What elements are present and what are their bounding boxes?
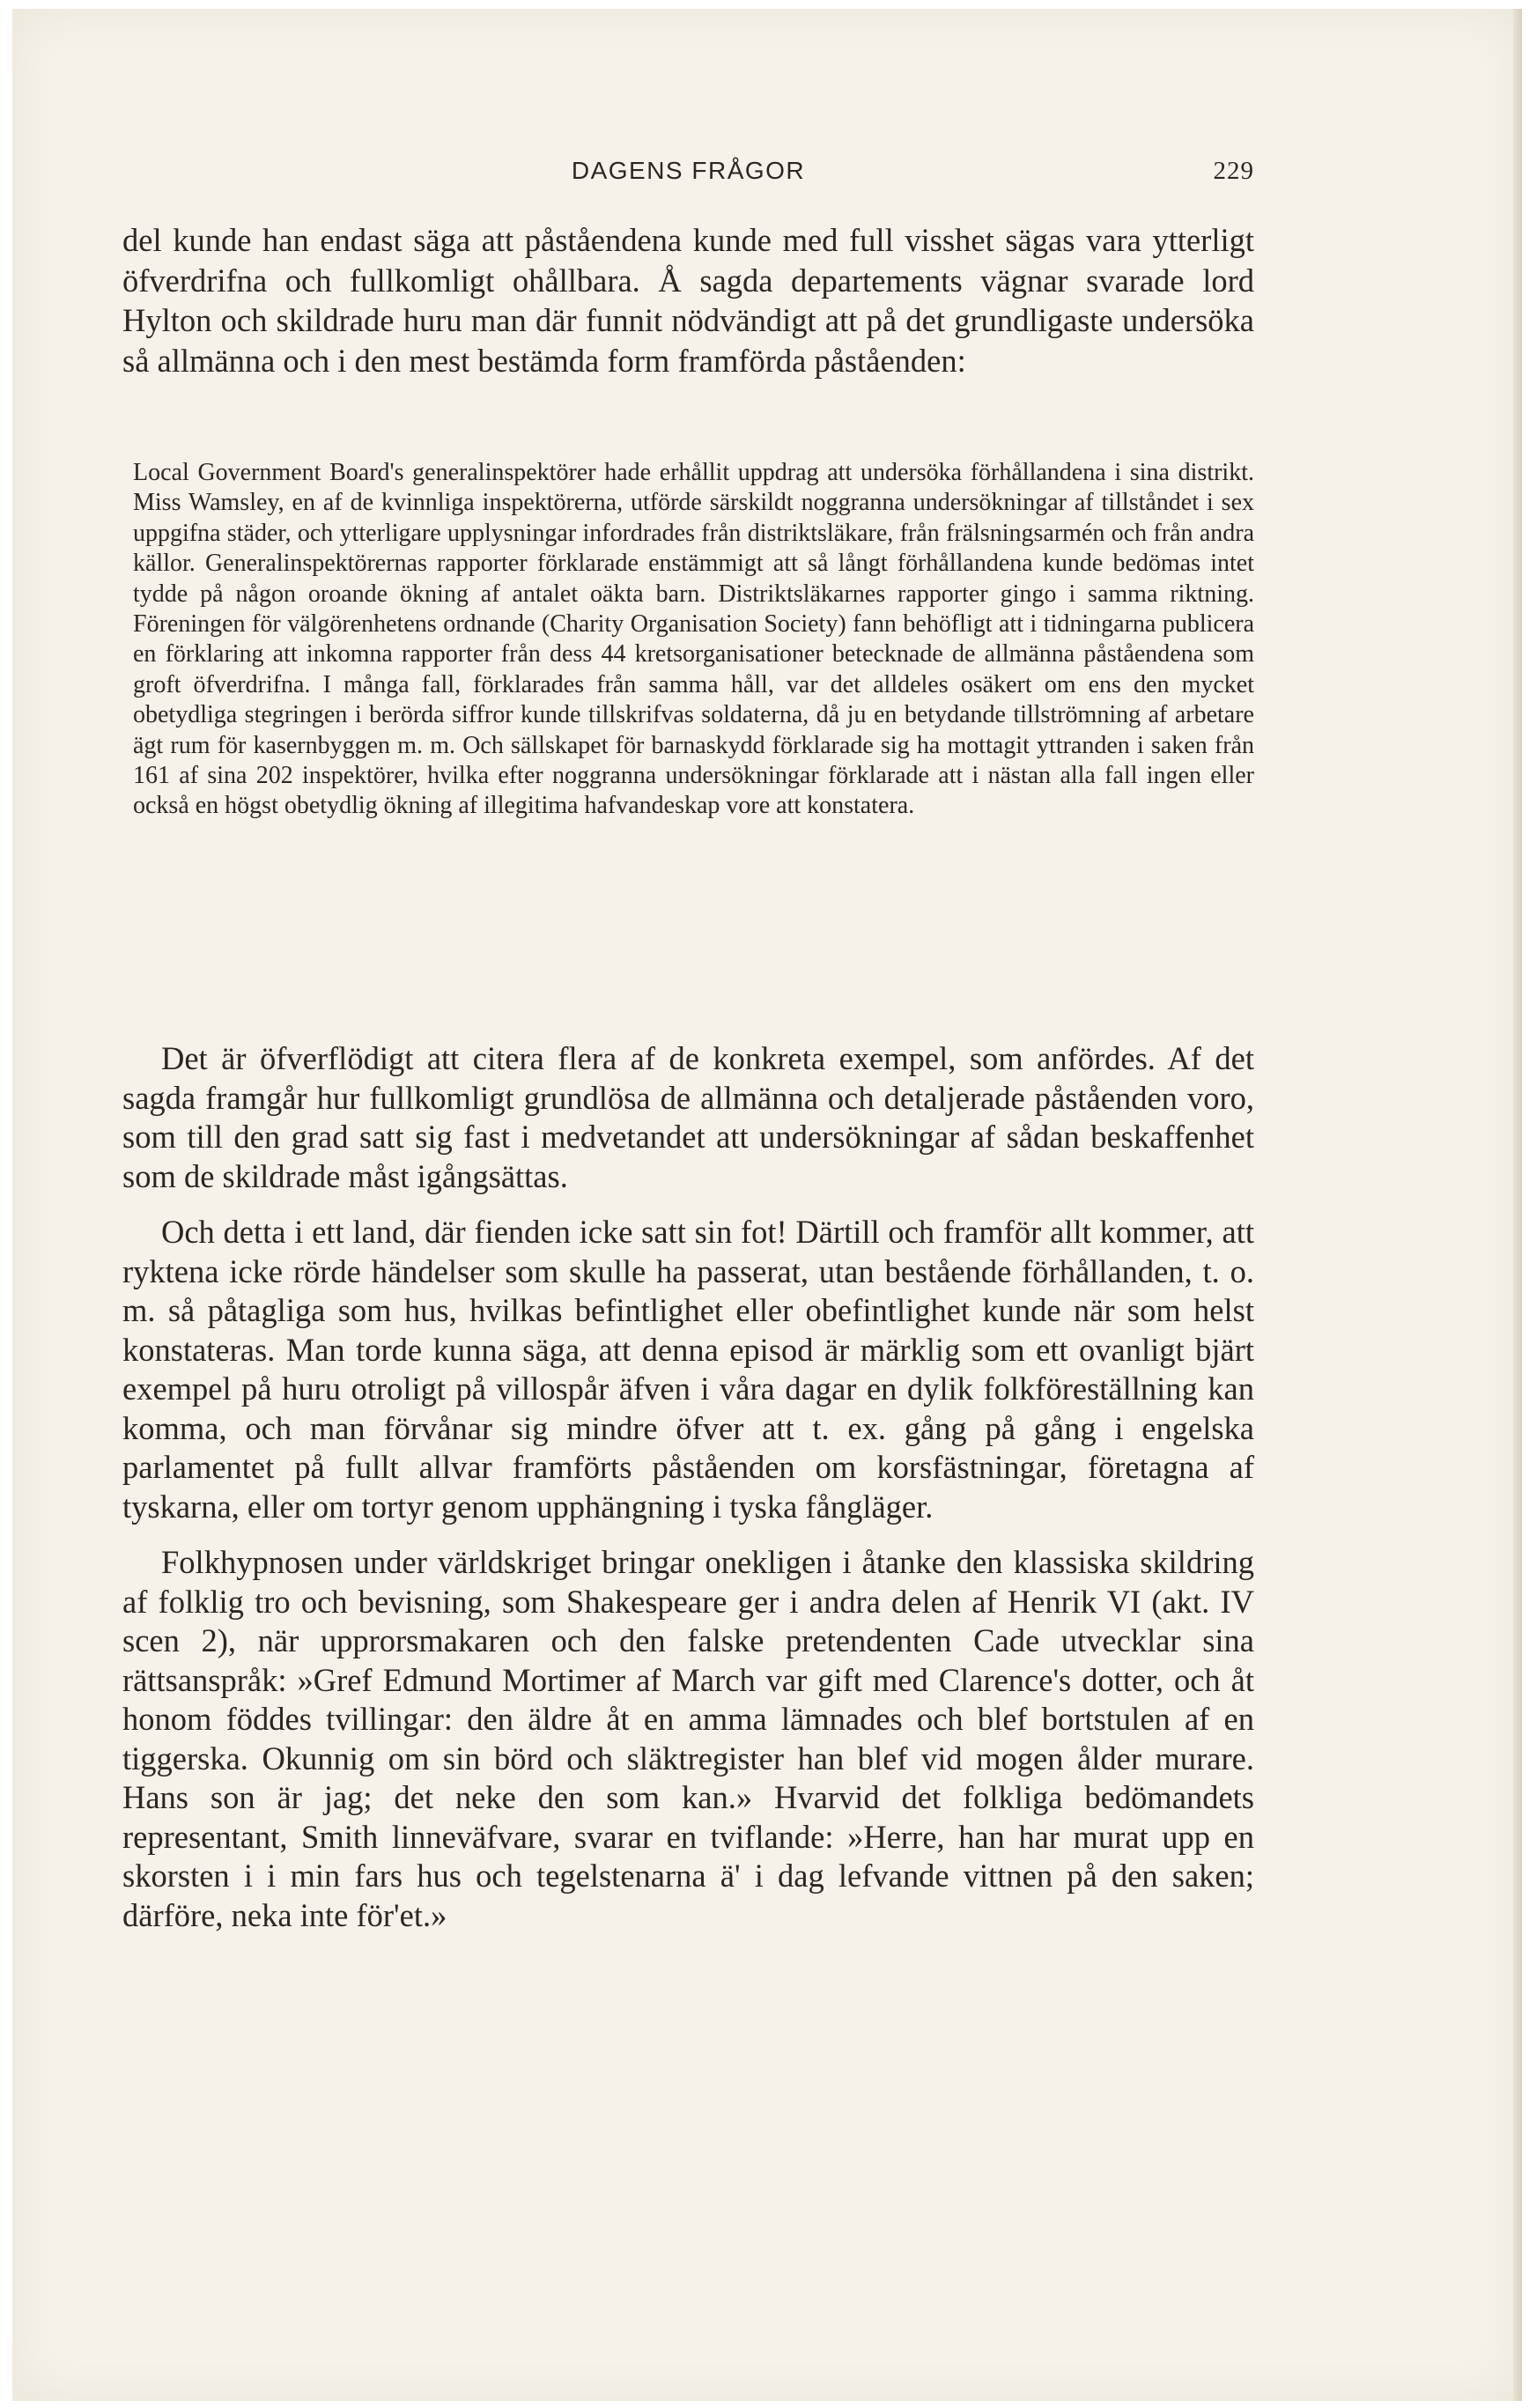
paragraph-land: Och detta i ett land, där fienden icke satt sin fot! Därtill och framför allt kommer, att ryktena icke rörde händelser som skulle ha passerat, utan bestående förhållanden, t. o. m. så påtagliga som hus, hvilkas befintlighet eller obefintlighet kunde när som helst konstateras. Man torde kunna säga, att denna episod är märklig som ett ovanligt bjärt exempel på huru otroligt på villospår äfven i våra dagar en dylik folkföreställning kan komma, och man förvånar sig mindre öfver att t. ex. gång på gång i engelska parlamentet på fullt allvar framförts påståenden om korsfästningar, företagna af tyskarna, eller om tortyr genom upphängning i tyska fångläger. bbox=[122, 1214, 1254, 1525]
quoted-report: Local Government Board's generalinspektörer hade erhållit uppdrag att undersöka förhållandena i sina distrikt. Miss Wamsley, en af de kvinnliga inspektörerna, utförde särskildt noggranna undersökningar af tillståndet i sex uppgifna städer, och ytterligare upplysningar infordrades från distriktsläkare, från frälsningsarmén och från andra källor. Generalinspektörernas rapporter förklarade enstämmigt att så långt förhållandena kunde bedömas intet tydde på någon oroande ökning af antalet oäkta barn. Distriktsläkarnes rapporter gingo i samma riktning. Föreningen för välgörenhetens ordnande (Charity Organisation Society) fann behöfligt att i tidningarna publicera en förklaring att inkomna rapporter från dess 44 kretsorganisationer betecknade de allmänna påståendena som groft öfverdrifna. I många fall, förklarades från samma håll, var det alldeles osäkert om ens den mycket obetydliga stegringen i berörda siffror kunde tillskrifvas soldaterna, då ju en betydande tillströmning af arbetare ägt rum för kasernbyggen m. m. Och sällskapet för barnaskydd förklarade sig ha mottagit yttranden i saken från 161 af sina 202 inspektörer, hvilka efter noggranna undersökningar förklarade att i nästan alla fall ingen eller också en högst obetydlig ökning af illegitima hafvandeskap vore att konstatera. bbox=[133, 459, 1254, 820]
page-number: 229 bbox=[1213, 157, 1254, 185]
paragraph-examples: Det är öfverflödigt att citera flera af de konkreta exempel, som anfördes. Af det sagda framgår hur fullkomligt grundlösa de allmänna och detaljerade påståenden voro, som till den grad satt sig fast i medvetandet att undersökningar af sådan beskaffenhet som de skildrade måst igångsättas. bbox=[122, 1040, 1254, 1194]
paragraph-folkhypnosen: Folkhypnosen under världskriget bringar onekligen i åtanke den klassiska skildring af folklig tro och bevisning, som Shakespeare ger i andra delen af Henrik VI (akt. IV scen 2), när upprorsmakaren och den falske pretendenten Cade utvecklar sina rättsanspråk: »Gref Edmund Mortimer af March var gift med Clarence's dotter, och åt honom föddes tvillingar: den äldre åt en amma lämnades och blef bortstulen af en tiggerska. Okunnig om sin börd och släktregister han blef vid mogen ålder murare. Hans son är jag; det neke den som kan.» Hvarvid det folkliga bedömandets representant, Smith linneväfvare, svarar en tviflande: »Herre, han har murat upp en skorsten i i min fars hus och tegelstenarna ä' i dag lefvande vittnen på den saken; därföre, neka inte för'et.» bbox=[122, 1544, 1254, 1933]
page-edge bbox=[1513, 9, 1522, 2401]
main-text bbox=[122, 1039, 1254, 1952]
running-head bbox=[122, 157, 1254, 197]
book-page bbox=[12, 9, 1522, 2401]
paragraph-continuation: del kunde han endast säga att påståendena kunde med full visshet sägas vara ytterligt öfverdrifna och fullkomligt ohållbara. Å sagda departements vägnar svarade lord Hylton och skildrade huru man där funnit nödvändigt att på det grundligaste undersöka så allmänna och i den mest bestämda form framförda påståenden: bbox=[122, 222, 1254, 379]
running-title: DAGENS FRÅGOR bbox=[571, 157, 806, 184]
